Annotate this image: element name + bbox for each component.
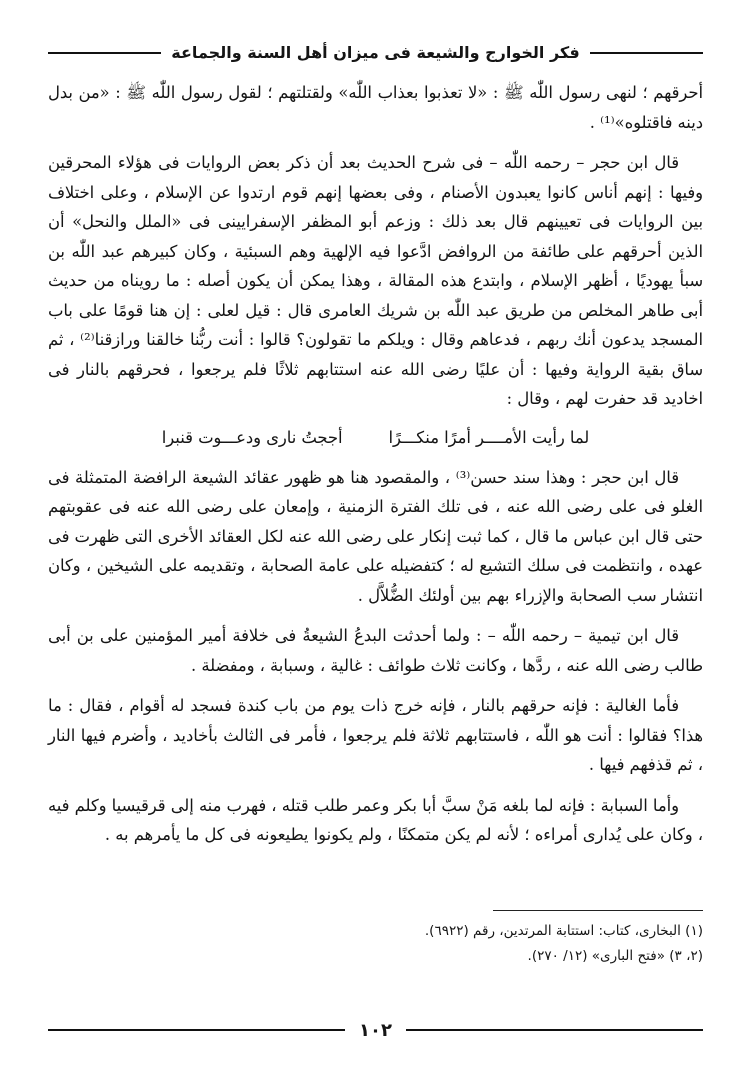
paragraph-1: أحرقهم ؛ لنهى رسول اللّٰه ﷺ : «لا تعذبوا بعذاب اللّٰه» ولقتلتهم ؛ لقول رسول اللّٰه ﷺ : «من بدل دينه فاقتلوه»⁽¹⁾ . xyxy=(48,83,703,132)
book-page xyxy=(48,28,703,1058)
footnote-separator xyxy=(493,910,703,911)
paragraph-4: قال ابن تيمية – رحمه اللّٰه – : ولما أحدثت البدعُ الشيعةُ فى خلافة أمير المؤمنين على بن أبى طالب رضى الله عنه ، ردَّها ، وكانت ثلاث طوائف : غالية ، وسبابة ، ومفضلة . xyxy=(48,626,703,675)
paragraph-3: قال ابن حجر : وهذا سند حسن⁽³⁾ ، والمقصود هنا هو ظهور عقائد الشيعة الرافضة المتمثلة فى الغلو فى على رضى الله عنه ، فى تلك الفترة الزمنية ، وإمعان على رضى الله عنه فى عقوبتهم حتى قال ابن عباس ما قال ، كما ثبت إنكار على رضى الله عنه لكل العقائد الأخرى التى ظهرت فى عهده ، وانتظمت فى سلك التشيع له ؛ كتفضيله على عامة الصحابة ، وتقديمه على الشيخين ، وكان انتشار سب الصحابة والإزراء بهم بين أولئك الضُّلاَّل . xyxy=(48,467,703,605)
paragraph-5: فأما الغالية : فإنه حرقهم بالنار ، فإنه خرج ذات يوم من باب كندة فسجد له أقوام ، فقال : ما هذا؟ فقالوا : أنت هو اللّٰه ، فاستتابهم ثلاثة فلم يرجعوا ، فأمر فى الثالث بأخاديد ، وأضرم فيها النار ، ثم قذفهم فيها . xyxy=(48,696,703,774)
poem-hemistich-right: لما رأيت الأمــــر أمرًا منكـــرًا xyxy=(388,427,590,447)
footnote-2: (٢، ٣) «فتح البارى» (١٢/ ٢٧٠). xyxy=(527,948,703,964)
header-rule-left xyxy=(48,52,161,54)
page-number: ١٠٢ xyxy=(359,1019,392,1041)
paragraph-6: وأما السبابة : فإنه لما بلغه مَنْ سبَّ أبا بكر وعمر طلب قتله ، فهرب منه إلى قرقيسيا وكلم فيه ، وكان على يُدارى أمراءه ؛ لأنه لم يكن متمكنًا ، ولم يكونوا يطيعونه فى كل ما يأمرهم به . xyxy=(48,795,703,844)
running-title: فكر الخوارج والشيعة فى ميزان أهل السنة والجماعة xyxy=(171,42,580,62)
footnotes xyxy=(48,910,703,969)
page-footer xyxy=(48,1018,703,1042)
body-text xyxy=(48,78,703,861)
header-rule-right xyxy=(590,52,703,54)
footnote-1: (١) البخارى، كتاب: استتابة المرتدين، رقم (٦٩٢٢). xyxy=(424,923,703,939)
footer-rule-left xyxy=(48,1029,345,1031)
paragraph-2: قال ابن حجر – رحمه اللّٰه – فى شرح الحديث بعد أن ذكر بعض الروايات فى هؤلاء المحرقين وفيها : إنهم أناس كانوا يعبدون الأصنام ، وفى بعضها إنهم قوم ارتدوا عن الإسلام ، وعلى اختلاف بين الروايات فى تعيينهم قال بعد ذلك : وزعم أبو المظفر الإسفرايينى فى «الملل والنحل» أن الذين أحرقهم على طائفة من الروافض ادَّعوا فيه الإلهية وهم السبئية ، وكان كبيرهم عبد اللّٰه بن سبأ يهوديًا ، أظهر الإسلام ، وابتدع هذه المقالة ، وهذا يمكن أن يكون أصله : ما رويناه من حديث أبى طاهر المخلص من طريق عبد اللّٰه بن شريك العامرى قال : قيل لعلى : إن هنا قومًا على باب المسجد يدعون أنك ربهم ، فدعاهم وقال : ويلكم ما تقولون؟ قالوا : أنت ربُّنا خالقنا ورازقنا⁽²⁾ ، ثم ساق بقية الرواية وفيها : أن عليًا رضى الله عنه استتابهم ثلاثًا فلم يرجعوا ، فحرقهم بالنار فى اخاديد قد حفرت لهم ، وقال : xyxy=(48,153,703,408)
running-header xyxy=(48,38,703,66)
poem-hemistich-left: أججتُ نارى ودعـــوت قنبرا xyxy=(161,427,343,447)
footer-rule-right xyxy=(406,1029,703,1031)
poem-verse xyxy=(48,423,703,453)
